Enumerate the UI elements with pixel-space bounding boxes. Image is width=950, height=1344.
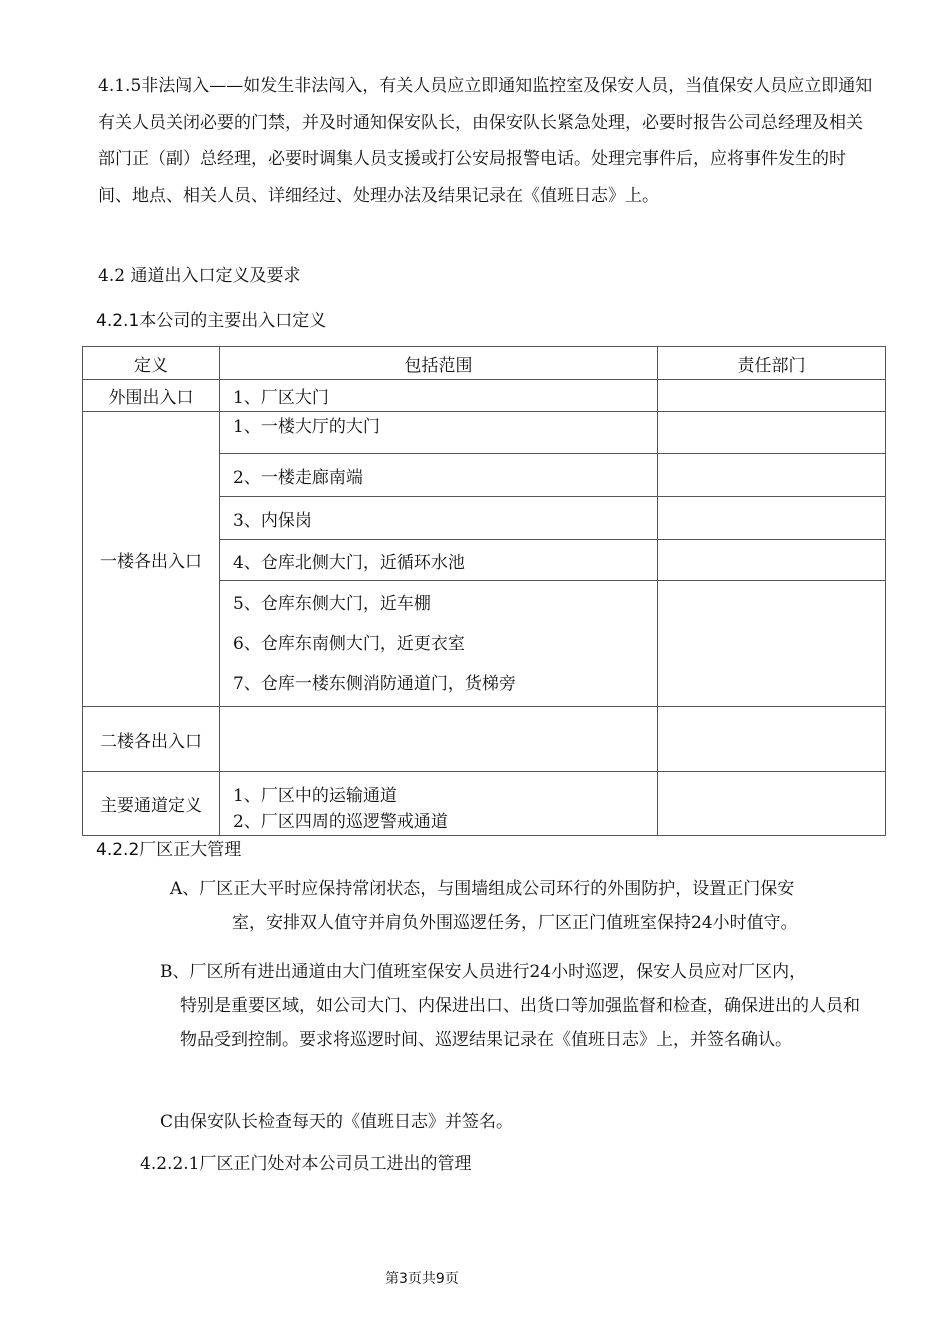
floor1-label: 一楼各出入口 xyxy=(83,412,220,707)
outer-item: 1、厂区大门 xyxy=(220,380,658,412)
item-a-line2: 室，安排双人值守并肩负外围巡逻任务，厂区正门值班室保持24小时值守。 xyxy=(232,913,798,933)
page-number-footer: 第3页共9页 xyxy=(385,1271,459,1287)
section-4-1-5-paragraph: 4.1.5非法闯入——如发生非法闯入，有关人员应立即通知监控室及保安人员，当值保安人员应立即通知有关人员关闭必要的门禁，并及时通知保安队长，由保安队长紧急处理，必要时报告公司总经理及相关部门正（副）总经理，必要时调集人员支援或打公安局报警电话。处理完事件后，应将事件发生的时间、地点、相关人员、详细经过、处理办法及结果记录在《值班日志》上。 xyxy=(98,76,873,206)
section-4-2-2-heading: 4.2.2厂区正大管理 xyxy=(96,840,242,860)
header-scope: 包括范围 xyxy=(220,347,658,380)
floor1-item: 4、仓库北侧大门，近循环水池 xyxy=(220,540,658,581)
item-c-paragraph: C由保安队长检查每天的《值班日志》并签名。 xyxy=(160,1112,514,1132)
entrance-definition-table xyxy=(82,346,886,836)
main-item: 1、厂区中的运输通道 xyxy=(233,786,397,806)
floor1-item: 2、一楼走廊南端 xyxy=(220,454,658,497)
floor2-item xyxy=(220,707,658,772)
floor1-department xyxy=(658,540,886,581)
floor2-department xyxy=(658,707,886,772)
item-b-paragraph xyxy=(160,955,870,1057)
table-row-floor2 xyxy=(83,707,886,772)
section-4-2-1-heading: 4.2.1本公司的主要出入口定义 xyxy=(96,311,327,331)
floor1-department xyxy=(658,412,886,454)
item-a-line1: A、厂区正大平时应保持常闭状态，与围墙组成公司环行的外围防护，设置正门保安 xyxy=(170,879,795,899)
table-header-row xyxy=(83,347,886,380)
item-a-paragraph xyxy=(170,872,870,940)
main-item-group xyxy=(220,772,658,836)
floor1-item: 1、一楼大厅的大门 xyxy=(220,412,658,454)
main-department xyxy=(658,772,886,836)
section-4-2-heading: 4.2 通道出入口定义及要求 xyxy=(98,266,301,286)
floor2-label: 二楼各出入口 xyxy=(83,707,220,772)
floor1-item: 6、仓库东南侧大门，近更衣室 xyxy=(233,633,465,654)
floor1-item: 3、内保岗 xyxy=(220,497,658,540)
floor1-item: 7、仓库一楼东侧消防通道门，货梯旁 xyxy=(233,673,516,694)
item-b-rest: 特别是重要区域，如公司大门、内保进出口、出货口等加强监督和检查，确保进出的人员和物品受到控制。要求将巡逻时间、巡逻结果记录在《值班日志》上，并签名确认。 xyxy=(180,996,860,1050)
floor1-department xyxy=(658,454,886,497)
header-definition: 定义 xyxy=(83,347,220,380)
main-item: 2、厂区四周的巡逻警戒通道 xyxy=(233,812,448,832)
outer-label: 外围出入口 xyxy=(83,380,220,412)
table-row-main xyxy=(83,772,886,836)
header-department: 责任部门 xyxy=(658,347,886,380)
floor1-item: 5、仓库东侧大门，近车棚 xyxy=(233,593,431,614)
floor1-department xyxy=(658,581,886,707)
floor1-item-group xyxy=(220,581,658,707)
main-label: 主要通道定义 xyxy=(83,772,220,836)
table-row xyxy=(83,412,886,454)
table-row-outer xyxy=(83,380,886,412)
floor1-department xyxy=(658,497,886,540)
item-b-line1: B、厂区所有进出通道由大门值班室保安人员进行24小时巡逻，保安人员应对厂区内， xyxy=(160,962,807,982)
section-4-2-2-1-heading: 4.2.2.1厂区正门处对本公司员工进出的管理 xyxy=(140,1154,472,1174)
outer-department xyxy=(658,380,886,412)
